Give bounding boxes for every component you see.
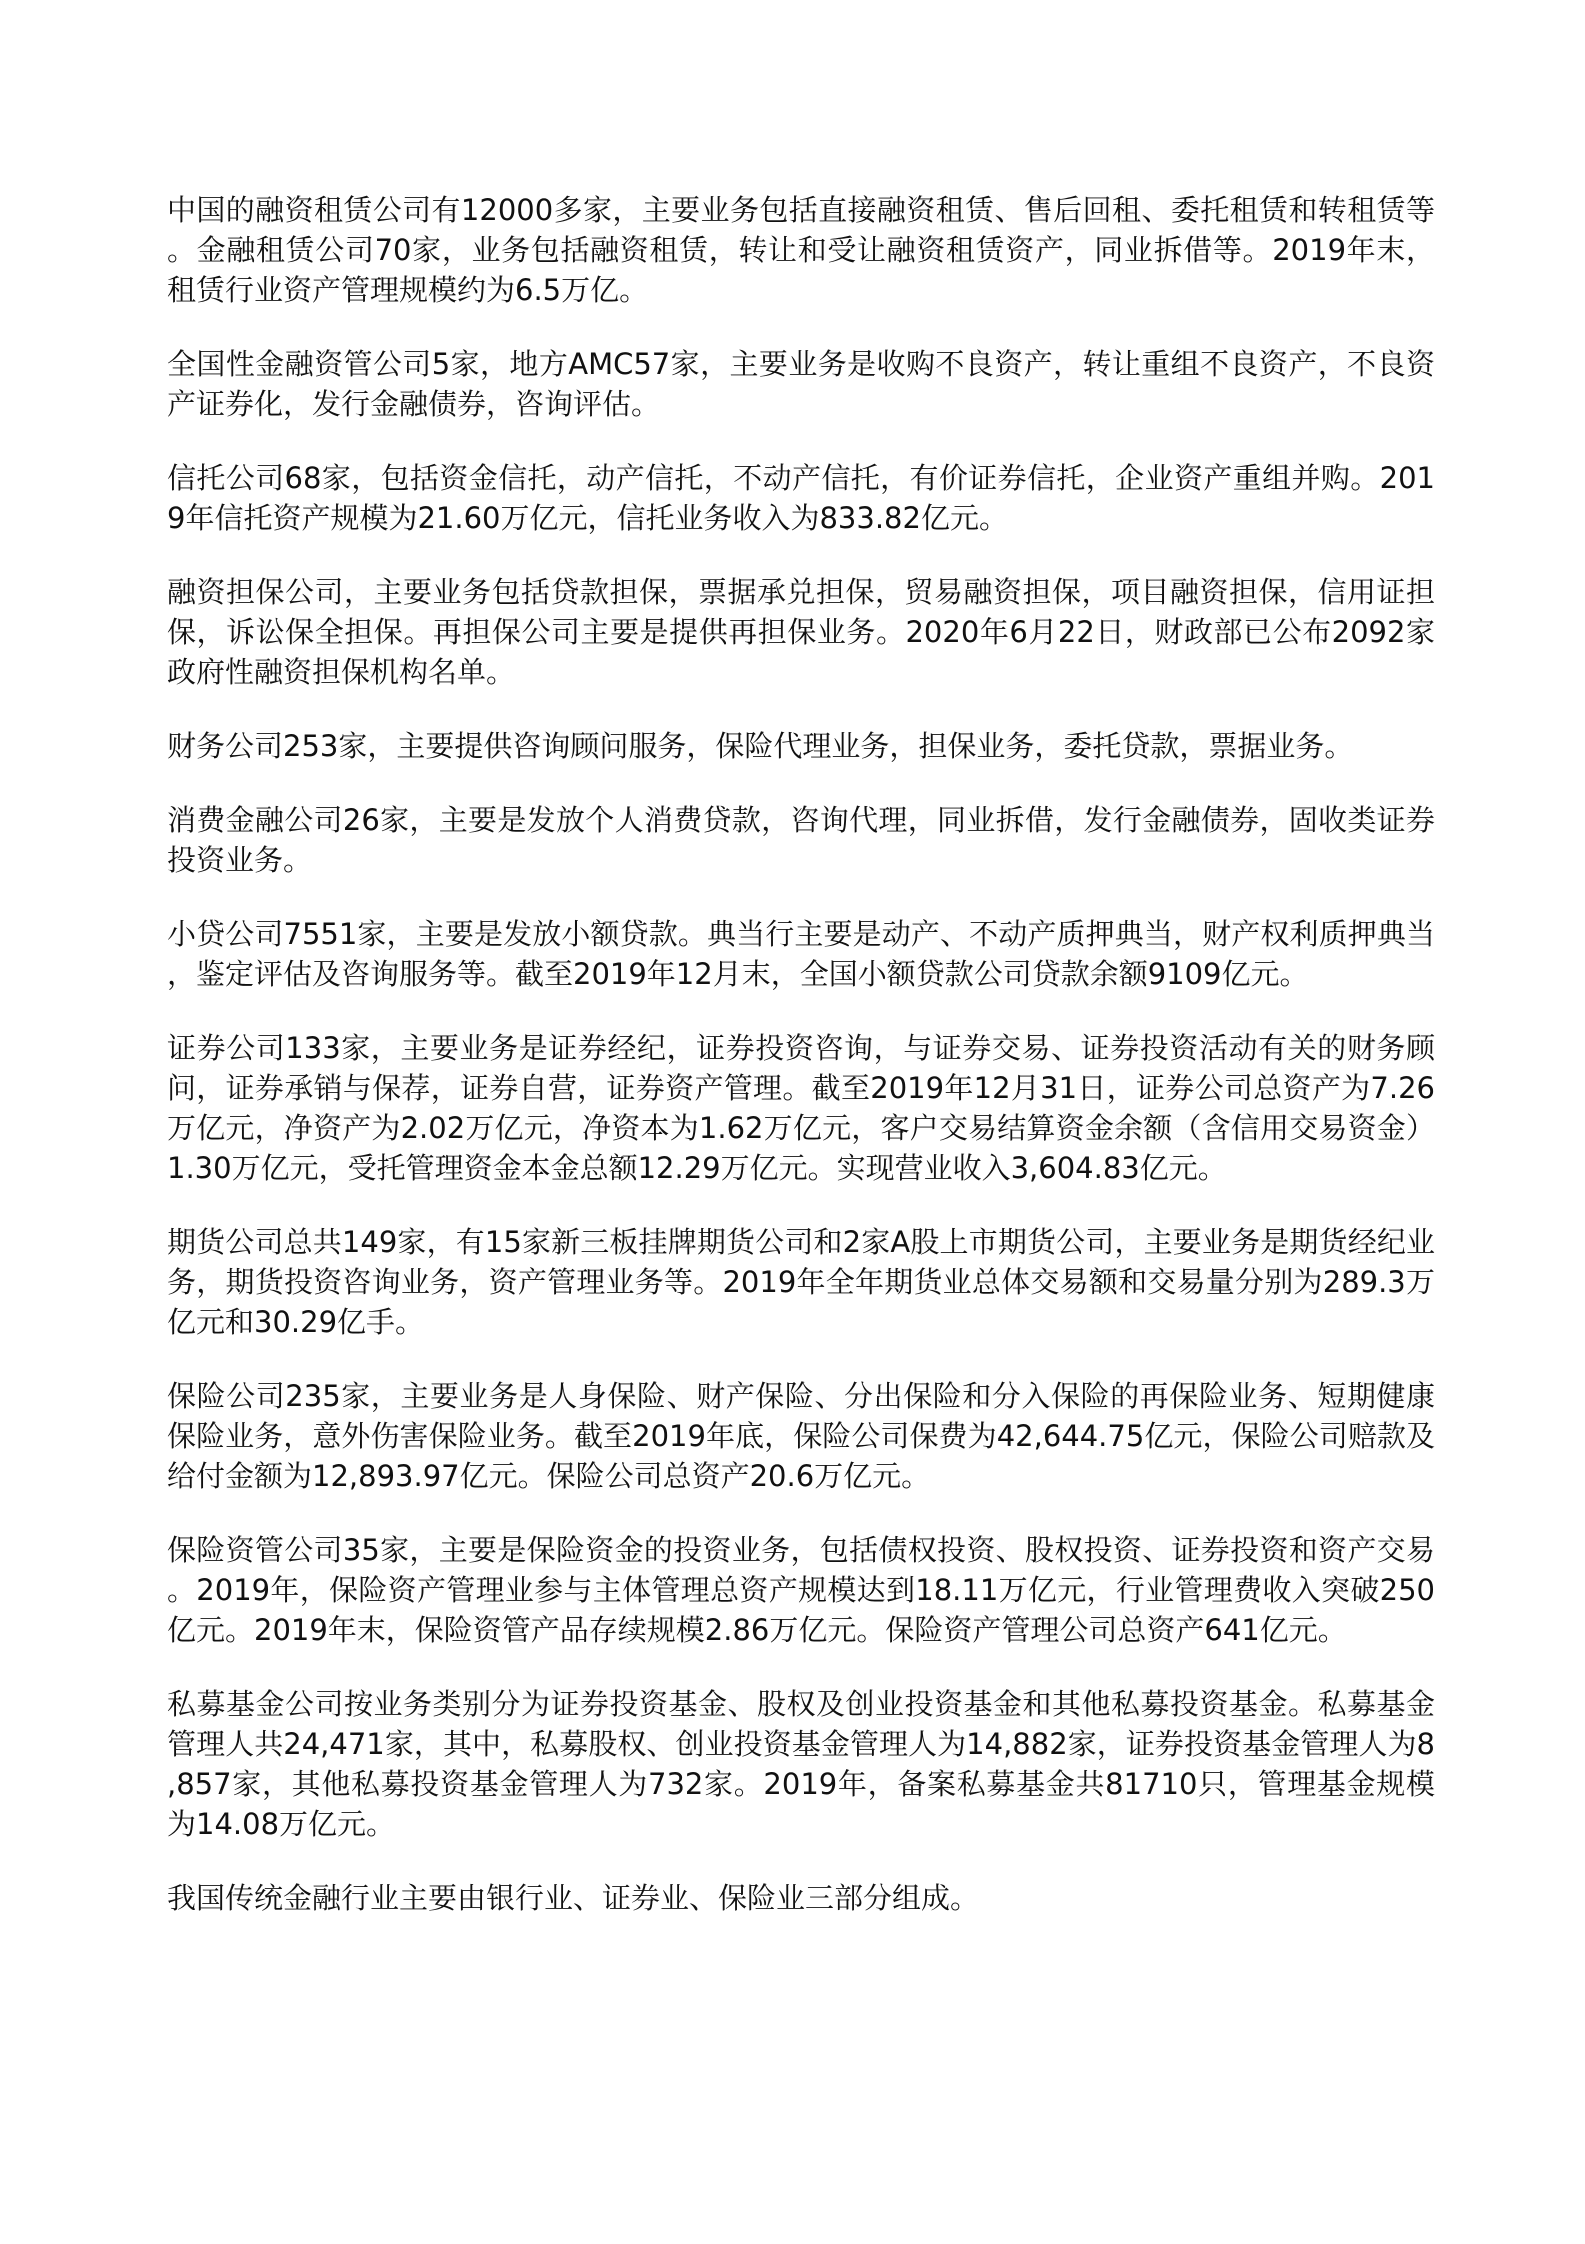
document-body	[167, 190, 1435, 1918]
paragraph-guarantee: 融资担保公司，主要业务包括贷款担保，票据承兑担保，贸易融资担保，项目融资担保，信用证担保，诉讼保全担保。再担保公司主要是提供再担保业务。2020年6月22日，财政部已公布2092家政府性融资担保机构名单。	[167, 575, 1435, 689]
paragraph-finance-company: 财务公司253家，主要提供咨询顾问服务，保险代理业务，担保业务，委托贷款，票据业务。	[167, 729, 1354, 763]
paragraph-futures: 期货公司总共149家，有15家新三板挂牌期货公司和2家A股上市期货公司，主要业务是期货经纪业务，期货投资咨询业务，资产管理业务等。2019年全年期货业总体交易额和交易量分别为289.3万亿元和30.29亿手。	[167, 1225, 1435, 1339]
paragraph-securities: 证券公司133家，主要业务是证券经纪，证券投资咨询，与证券交易、证券投资活动有关的财务顾问，证券承销与保荐，证券自营，证券资产管理。截至2019年12月31日，证券公司总资产为7.26万亿元，净资产为2.02万亿元，净资本为1.62万亿元，客户交易结算资金余额（含信用交易资金）1.30万亿元，受托管理资金本金总额12.29万亿元。实现营业收入3,604.83亿元。	[167, 1031, 1435, 1185]
paragraph-amc: 全国性金融资管公司5家，地方AMC57家，主要业务是收购不良资产，转让重组不良资产，不良资产证券化，发行金融债券，咨询评估。	[167, 347, 1435, 421]
paragraph-consumer-finance: 消费金融公司26家，主要是发放个人消费贷款，咨询代理，同业拆借，发行金融债券，固收类证券投资业务。	[167, 803, 1435, 877]
paragraph-insurance-asset-mgmt: 保险资管公司35家，主要是保险资金的投资业务，包括债权投资、股权投资、证券投资和资产交易。2019年，保险资产管理业参与主体管理总资产规模达到18.11万亿元，行业管理费收入突破250亿元。2019年末，保险资管产品存续规模2.86万亿元。保险资产管理公司总资产641亿元。	[167, 1533, 1435, 1647]
paragraph-private-fund: 私募基金公司按业务类别分为证券投资基金、股权及创业投资基金和其他私募投资基金。私募基金管理人共24,471家，其中，私募股权、创业投资基金管理人为14,882家，证券投资基金管理人为8,857家，其他私募投资基金管理人为732家。2019年，备案私募基金共81710只，管理基金规模为14.08万亿元。	[167, 1687, 1435, 1841]
paragraph-microloan: 小贷公司7551家，主要是发放小额贷款。典当行主要是动产、不动产质押典当，财产权利质押典当，鉴定评估及咨询服务等。截至2019年12月末，全国小额贷款公司贷款余额9109亿元。	[167, 917, 1435, 991]
paragraph-insurance: 保险公司235家，主要业务是人身保险、财产保险、分出保险和分入保险的再保险业务、短期健康保险业务，意外伤害保险业务。截至2019年底，保险公司保费为42,644.75亿元，保险公司赔款及给付金额为12,893.97亿元。保险公司总资产20.6万亿元。	[167, 1379, 1435, 1493]
paragraph-traditional-finance: 我国传统金融行业主要由银行业、证券业、保险业三部分组成。	[167, 1881, 980, 1915]
paragraph-leasing: 中国的融资租赁公司有12000多家，主要业务包括直接融资租赁、售后回租、委托租赁和转租赁等。金融租赁公司70家，业务包括融资租赁，转让和受让融资租赁资产，同业拆借等。2019年末，租赁行业资产管理规模约为6.5万亿。	[167, 193, 1435, 307]
paragraph-trust: 信托公司68家，包括资金信托，动产信托，不动产信托，有价证券信托，企业资产重组并购。2019年信托资产规模为21.60万亿元，信托业务收入为833.82亿元。	[167, 461, 1435, 535]
